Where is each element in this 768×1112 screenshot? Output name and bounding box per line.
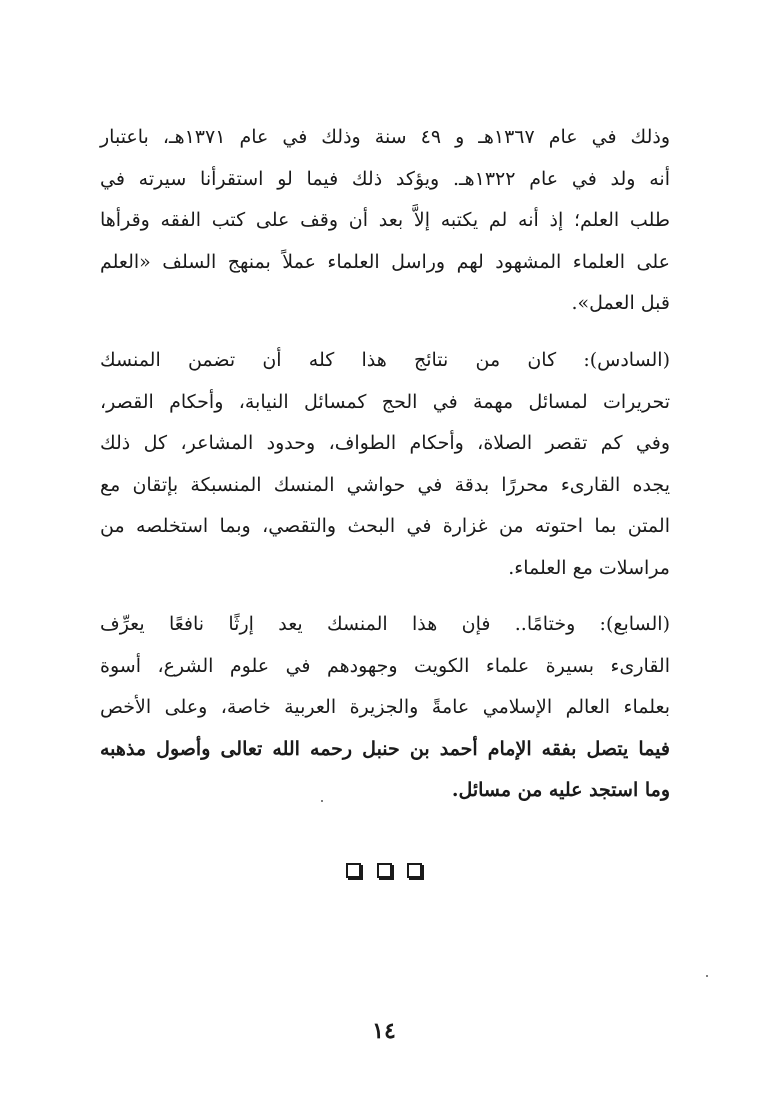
paragraph-line: بعلماء العالم الإسلامي عامةً والجزيرة العربية خاصة، وعلى الأخص: [100, 696, 670, 718]
square-box-icon: [346, 863, 361, 878]
paragraph-line: القارىء بسيرة علماء الكويت وجهودهم في علوم الشرع، أسوة: [100, 654, 670, 677]
paragraph-line: وذلك في عام ١٣٦٧هـ و ٤٩ سنة وذلك في عام ١٣٧١هـ، باعتبار: [100, 126, 670, 148]
square-box-icon: [377, 863, 392, 878]
paragraph-3: [100, 604, 670, 812]
section-end-ornament: [0, 863, 768, 882]
paragraph-line: مراسلات مع العلماء.: [508, 556, 670, 579]
paragraph-line: أنه ولد في عام ١٣٢٢هـ. ويؤكد ذلك فيما لو استقرأنا سيرته في: [100, 167, 670, 190]
paragraph-line: (السادس): كان من نتائج هذا كله أن تضمن المنسك: [100, 349, 670, 371]
page-number: ١٤: [372, 1018, 396, 1044]
paragraph-line: وما استجد عليه من مسائل.: [451, 779, 670, 801]
square-box-icon: [407, 863, 422, 878]
paragraph-line: طلب العلم؛ إذ أنه لم يكتبه إلاَّ بعد أن وقف على كتب الفقه وقرأها: [100, 209, 670, 231]
paragraph-1: [100, 117, 670, 325]
paragraph-2: [100, 340, 670, 589]
paragraph-line: المتن بما احتوته من غزارة في البحث والتقصي، وبما استخلصه من: [100, 515, 670, 537]
paragraph-line: قبل العمل».: [571, 292, 670, 314]
paragraph-line: وفي كم تقصر الصلاة، وأحكام الطواف، وحدود المشاعر، كل ذلك: [100, 432, 670, 454]
paragraph-line: يجده القارىء محررًا بدقة في حواشي المنسك المنسبكة بإتقان مع: [100, 473, 670, 496]
print-speck: [706, 975, 708, 977]
print-speck: [321, 800, 323, 802]
paragraph-line: فيما يتصل بفقه الإمام أحمد بن حنبل رحمه الله تعالى وأصول مذهبه: [100, 737, 670, 760]
paragraph-line: تحريرات لمسائل مهمة في الحج كمسائل النيابة، وأحكام القصر،: [100, 390, 670, 413]
paragraph-line: على العلماء المشهود لهم وراسل العلماء عملاً بمنهج السلف «العلم: [100, 250, 670, 273]
paragraph-line: (السابع): وختامًا.. فإن هذا المنسك يعد إرثًا نافعًا يعرِّف: [100, 613, 670, 635]
